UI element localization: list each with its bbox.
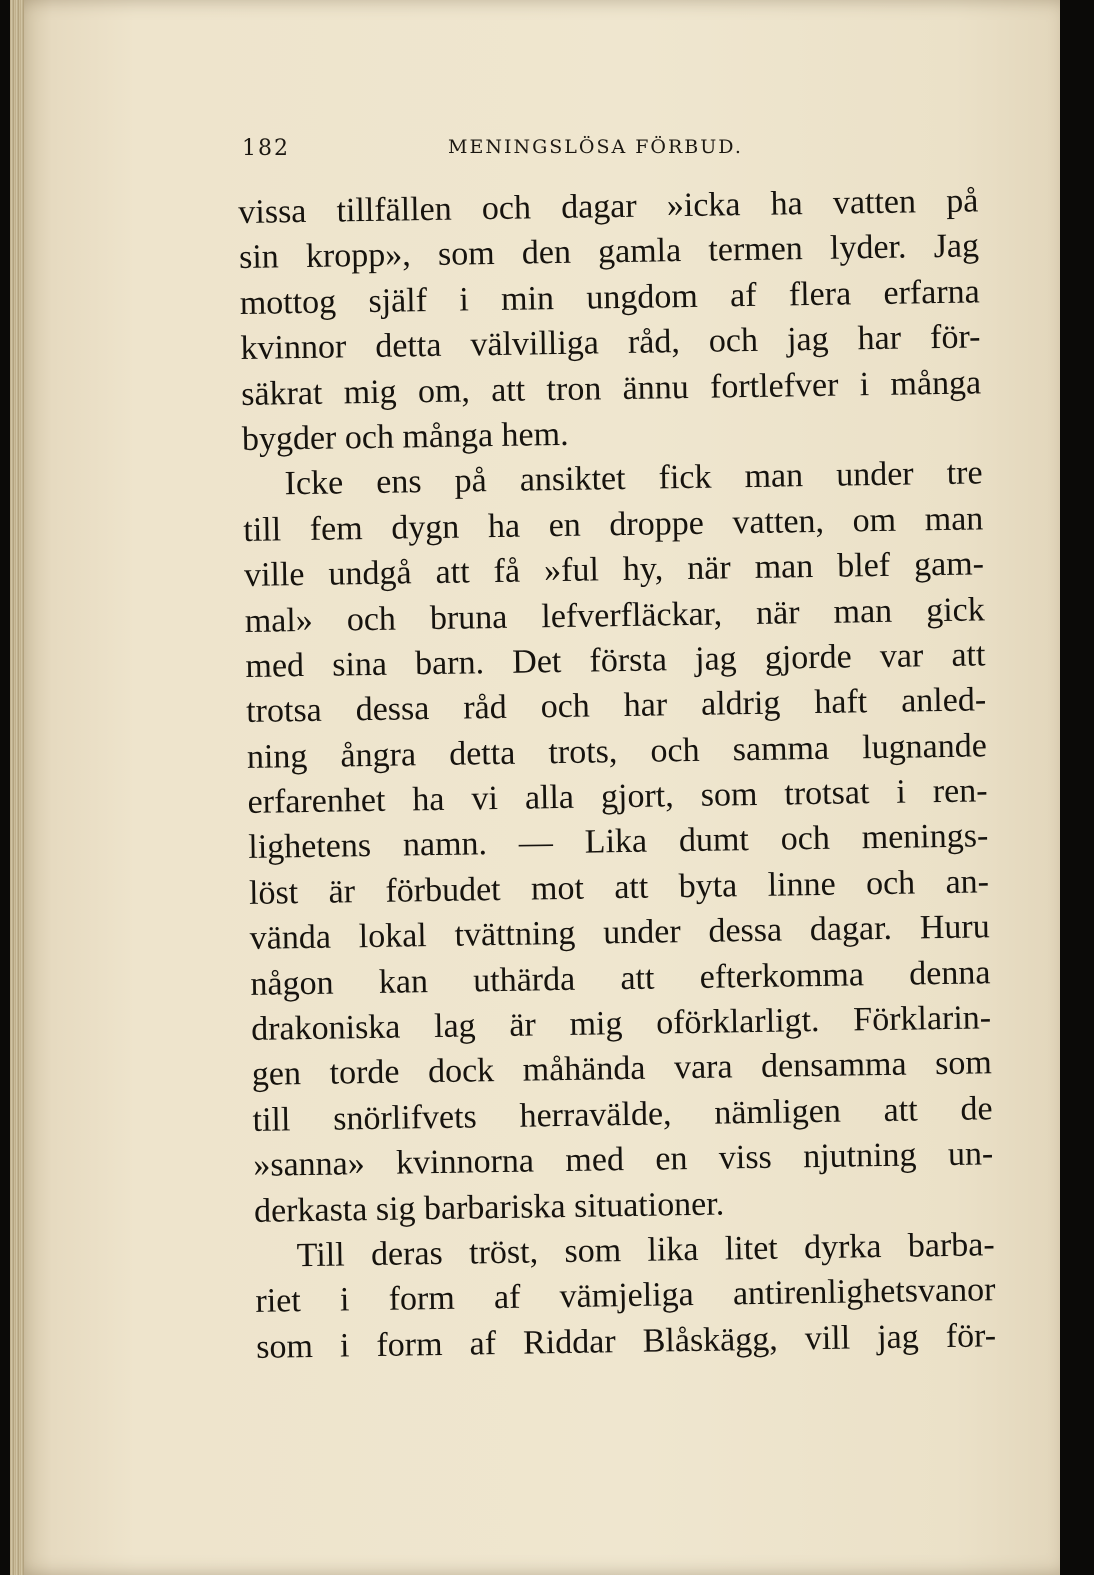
text-line: Icke ens på ansiktet fick man under tre: [284, 454, 983, 503]
text-line: ning ångra detta trots, och samma lugnande: [246, 726, 988, 776]
text-line: som i form af Riddar Blåskägg, vill jag för-: [255, 1317, 997, 1366]
body-text: [238, 178, 996, 1370]
page-header: [242, 134, 762, 168]
text-line: derkasta sig barbariska situationer.: [253, 1185, 725, 1230]
text-line: sin kropp», som den gamla termen lyder. Jag: [238, 227, 980, 277]
text-line: kvinnor detta välvilliga råd, och jag har för-: [240, 318, 981, 368]
text-line: erfarenhet ha vi alla gjort, som trotsat i ren-: [247, 772, 988, 822]
running-head: MENINGSLÖSA FÖRBUD.: [448, 136, 743, 158]
page-number: 182: [242, 136, 290, 161]
text-line: drakoniska lag är mig oförklarligt. Förklarin-: [250, 999, 992, 1048]
text-line: löst är förbudet mot att byta linne och an-: [248, 863, 990, 912]
text-line: riet i form af vämjeliga antirenlighetsvanor: [255, 1271, 996, 1321]
text-line: ville undgå att få »ful hy, när man blef gam-: [243, 545, 985, 595]
text-line: till fem dygn ha en droppe vatten, om man: [243, 500, 984, 549]
text-line: någon kan uthärda att efterkomma denna: [250, 953, 991, 1003]
text-line: vända lokal tvättning under dessa dagar. Huru: [249, 908, 990, 958]
page-edge: [10, 0, 24, 1575]
text-line: mal» och bruna lefverfläckar, när man gick: [244, 590, 985, 640]
text-line: mottog själf i min ungdom af flera erfarna: [239, 273, 980, 322]
text-line: vissa tillfällen och dagar »icka ha vatten på: [238, 182, 979, 231]
text-line: »sanna» kvinnorna med en viss njutning un-: [253, 1135, 994, 1185]
book-page: [10, 0, 1060, 1575]
text-line: gen torde dock måhända vara densamma som: [251, 1044, 993, 1094]
text-line: säkrat mig om, att tron ännu fortlefver i många: [240, 363, 982, 413]
text-line: bygder och många hem.: [241, 415, 569, 458]
text-line: trotsa dessa råd och har aldrig haft anled-: [245, 681, 987, 731]
text-line: lighetens namn. — Lika dumt och menings-: [248, 817, 989, 867]
text-line: med sina barn. Det första jag gjorde var att: [245, 636, 986, 685]
text-line: till snörlifvets herravälde, nämligen att de: [252, 1090, 993, 1139]
text-line: Till deras tröst, som lika litet dyrka barba-: [296, 1226, 995, 1275]
